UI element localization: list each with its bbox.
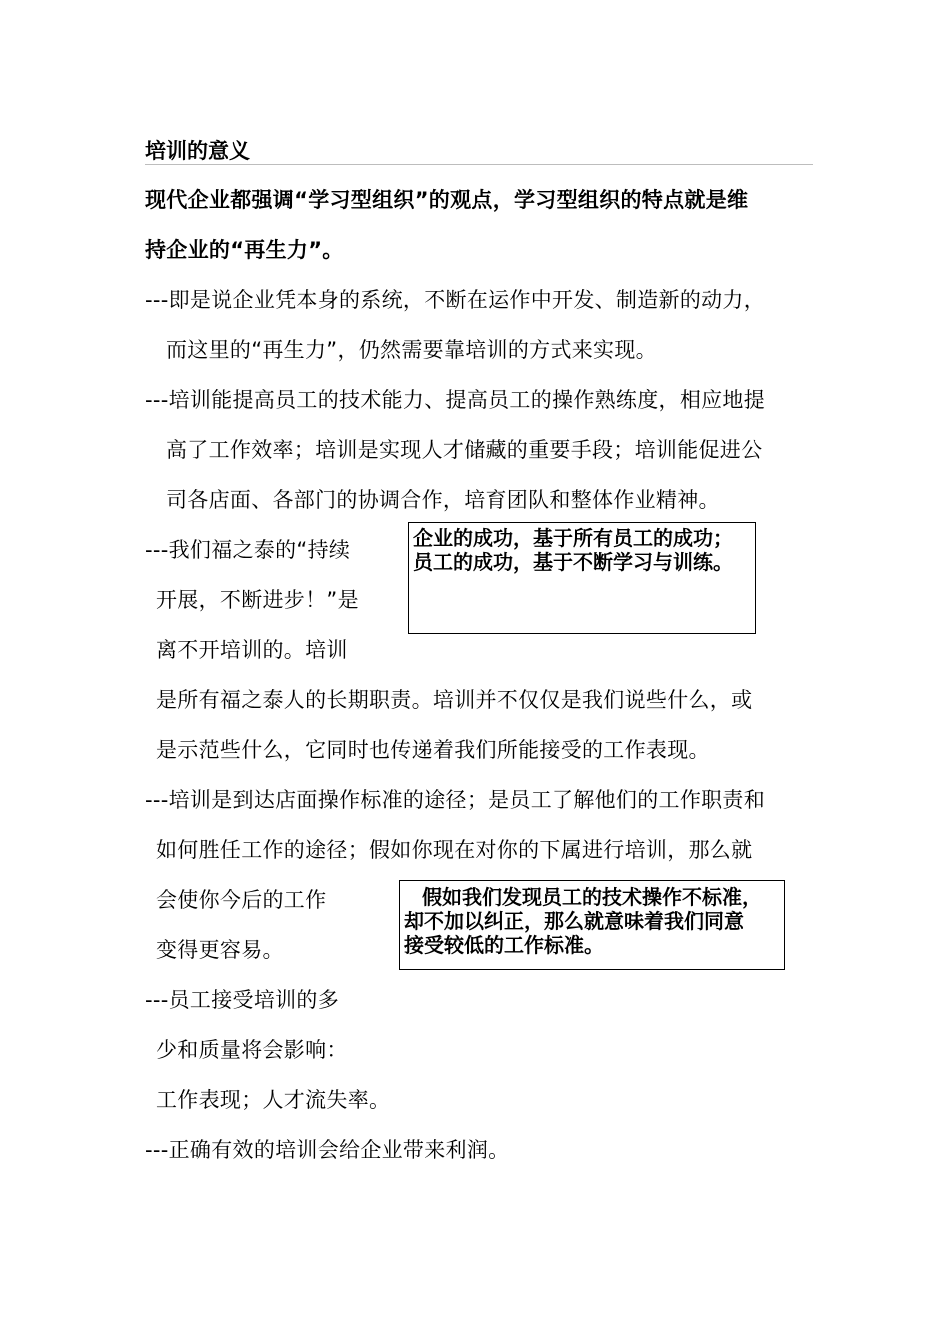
callout-box-standards	[399, 880, 785, 970]
callout-2-line-3: 接受较低的工作标准。	[404, 933, 604, 957]
p2-line-1: ---培训能提高员工的技术能力、提高员工的操作熟练度，相应地提	[145, 388, 766, 412]
p3-line-1: ---我们福之泰的“持续	[145, 538, 351, 562]
callout-1-line-1: 企业的成功，基于所有员工的成功；	[413, 526, 733, 550]
callout-2-line-2: 却不加以纠正，那么就意味着我们同意	[404, 909, 744, 933]
p3-line-4: 是所有福之泰人的长期职责。培训并不仅仅是我们说些什么，或	[156, 688, 753, 712]
p2-line-2: 高了工作效率；培训是实现人才储藏的重要手段；培训能促进公	[166, 438, 763, 462]
lead-line-2: 持企业的“再生力”。	[145, 238, 344, 262]
p5-line-2: 少和质量将会影响：	[156, 1038, 348, 1062]
p3-line-3: 离不开培训的。培训	[156, 638, 348, 662]
callout-box-success	[408, 522, 756, 634]
p4-line-3: 会使你今后的工作	[156, 888, 327, 912]
title-divider	[145, 164, 813, 165]
p3-line-5: 是示范些什么，它同时也传递着我们所能接受的工作表现。	[156, 738, 710, 762]
p6-line-1: ---正确有效的培训会给企业带来利润。	[145, 1138, 510, 1162]
callout-1-line-2: 员工的成功，基于不断学习与训练。	[413, 550, 733, 574]
p4-line-4: 变得更容易。	[156, 938, 284, 962]
p4-line-1: ---培训是到达店面操作标准的途径；是员工了解他们的工作职责和	[145, 788, 766, 812]
page-title: 培训的意义	[145, 139, 250, 163]
p5-line-1: ---员工接受培训的多	[145, 988, 340, 1012]
p3-line-2: 开展，不断进步！”是	[156, 588, 359, 612]
p1-line-1: ---即是说企业凭本身的系统，不断在运作中开发、制造新的动力，	[145, 288, 766, 312]
p1-line-2: 而这里的“再生力”，仍然需要靠培训的方式来实现。	[166, 338, 657, 362]
callout-2-line-1: 假如我们发现员工的技术操作不标准，	[422, 885, 762, 909]
p5-line-3: 工作表现；人才流失率。	[156, 1088, 391, 1112]
lead-line-1: 现代企业都强调“学习型组织”的观点，学习型组织的特点就是维	[145, 188, 749, 212]
p4-line-2: 如何胜任工作的途径；假如你现在对你的下属进行培训，那么就	[156, 838, 753, 862]
p2-line-3: 司各店面、各部门的协调合作，培育团队和整体作业精神。	[166, 488, 720, 512]
